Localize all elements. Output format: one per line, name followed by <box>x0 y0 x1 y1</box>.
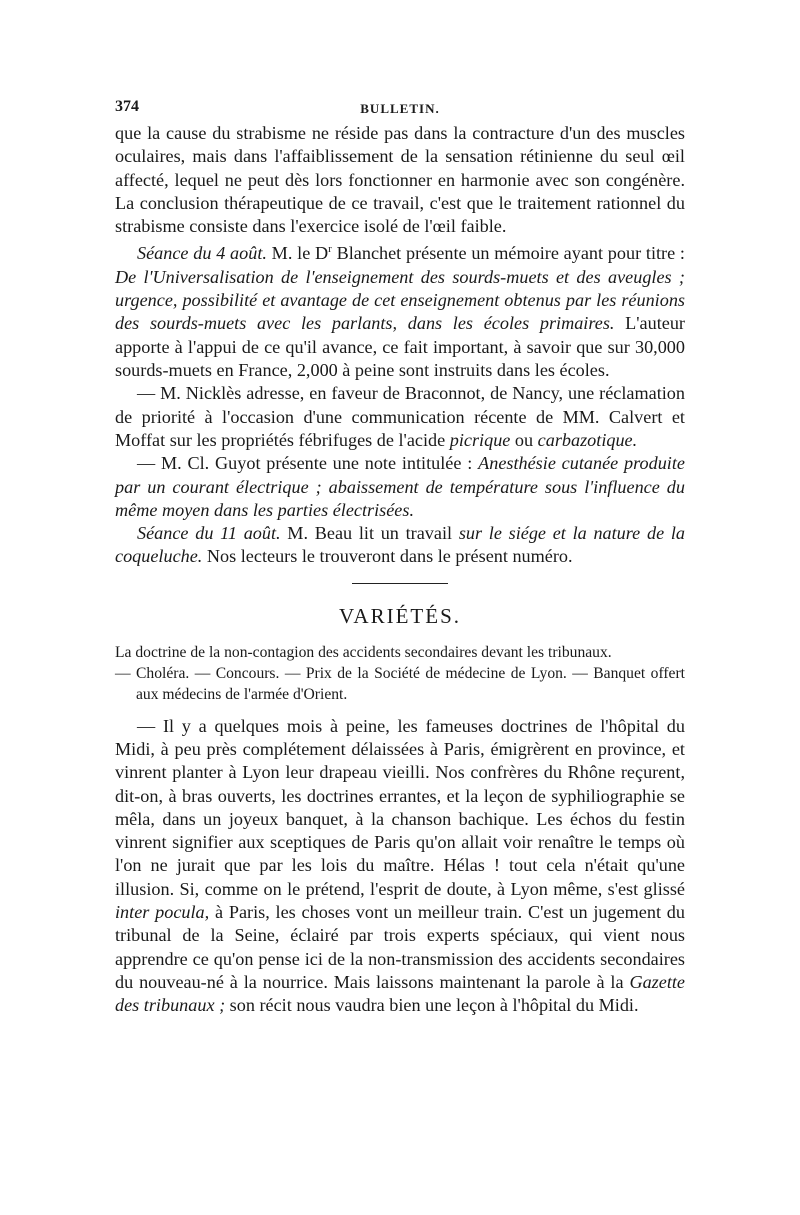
paragraph-text: que la cause du strabisme ne réside pas dans la contracture d'un des muscles oculaires, mais dans l'affaiblissement de la sensation rétinienne du seul œil affecté, lequel ne peut dès lors fonctionner en harmonie avec son congénère. La conclusion thérapeutique de ce travail, c'est que le traitement rationnel du strabisme consiste dans l'exercice isolé de l'œil faible. <box>115 123 685 237</box>
section-divider <box>352 583 448 584</box>
paragraph-nickles <box>115 382 685 452</box>
summary-line: La doctrine de la non-contagion des accidents secondaires devant les tribunaux. <box>115 643 612 661</box>
paragraph-hopital-du-midi <box>115 715 685 1018</box>
section-title: VARIÉTÉS. <box>338 603 462 628</box>
paragraph-text: ou <box>510 429 538 450</box>
work-title: sur le siége et la nature de la coqueluche. <box>115 523 686 567</box>
page-header <box>115 98 685 122</box>
page <box>115 98 685 1018</box>
memoir-title: De l'Universalisation de l'enseignement des sourds-muets et des aveugles ; urgence, possibilité et avantage de cet enseignement obtenus par les réunions des sourds-muets avec les parlants, dans les écoles primaires. <box>115 266 685 334</box>
italic-term: inter pocula, <box>115 902 210 923</box>
session-date: Séance du 4 août. <box>137 243 267 264</box>
paragraph-text: — Il y a quelques mois à peine, les fameuses doctrines de l'hôpital du Midi, à peu près complétement délaissées à Paris, émigrèrent en province, et vinrent planter à Lyon leur drapeau vieilli. Nos confrères du Rhône reçurent, dit-on, à bras ouverts, les doctrines errantes, et la leçon de syphiliographie se mêla, dans un joyeux banquet, à la chanson bachique. Les échos du festin vinrent signifier aux sceptiques de Paris qu'on allait voir renaître le temps où l'on ne jurait que par les lois du maître. Hélas ! tout cela n'était qu'une illusion. Si, comme on le prétend, l'esprit de doute, à Lyon même, s'est glissé <box>115 715 685 899</box>
session-date: Séance du 11 août. <box>137 523 281 544</box>
paragraph-text: M. le D <box>266 243 329 264</box>
paragraph-text: — M. Cl. Guyot présente une note intitulée : <box>137 453 479 474</box>
summary-line: — Choléra. — Concours. — Prix de la Société de médecine de Lyon. — Banquet offert aux médecins de l'armée d'Orient. <box>115 664 685 703</box>
paragraph-seance-4-aout <box>115 238 685 382</box>
superscript: r <box>328 243 332 256</box>
paragraph-text: son récit nous vaudra bien une leçon à l'hôpital du Midi. <box>225 995 639 1016</box>
page-number: 374 <box>115 98 139 115</box>
running-title: BULLETIN. <box>360 101 440 116</box>
paragraph-text: L'auteur apporte à l'appui de ce qu'il avance, ce fait important, à savoir que sur 30,000 sourds-muets en France, 2,000 à peine sont instruits dans les écoles. <box>115 313 685 381</box>
italic-term: carbazotique. <box>537 429 638 450</box>
paragraph-seance-11-aout <box>115 522 685 569</box>
paragraph-guyot <box>115 452 685 522</box>
paragraph-text: Nos lecteurs le trouveront dans le présent numéro. <box>202 546 573 567</box>
note-title: Anesthésie cutanée produite par un courant électrique ; abaissement de température sous l'influence du même moyen dans les parties électrisées. <box>115 453 685 520</box>
journal-title: Gazette des tribunaux ; <box>115 971 685 1016</box>
paragraph-strabisme <box>115 122 685 238</box>
paragraph-text: Blanchet présente un mémoire ayant pour titre : <box>331 243 685 264</box>
paragraph-text: — M. Nicklès adresse, en faveur de Braconnot, de Nancy, une réclamation de priorité à l'occasion d'une communication récente de MM. Calvert et Moffat sur les propriétés fébrifuges de l'acide <box>115 383 685 450</box>
paragraph-text: à Paris, les choses vont un meilleur train. C'est un jugement du tribunal de la Seine, éclairé par trois experts spéciaux, qui vient nous apprendre ce qu'on pense ici de la non-transmission des accidents secondaires du nouveau-né à la nourrice. Mais laissons maintenant la parole à la <box>115 902 685 992</box>
italic-term: picrique <box>449 429 511 450</box>
section-summary <box>115 642 685 705</box>
paragraph-text: M. Beau lit un travail <box>280 523 459 544</box>
